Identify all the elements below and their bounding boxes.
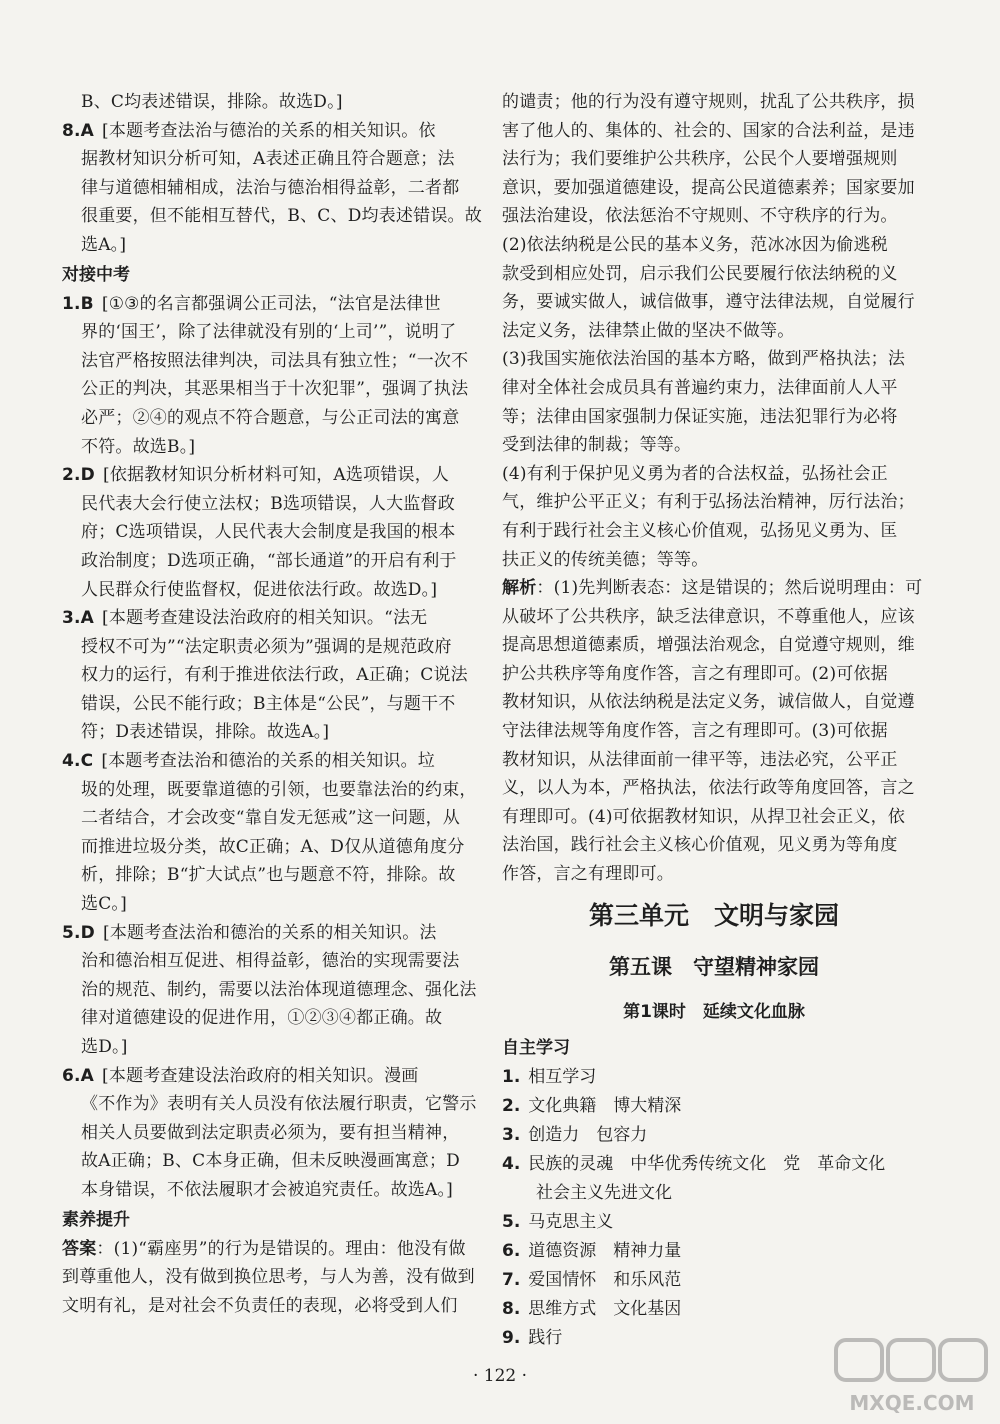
- answer-item-text: 马克思主义: [528, 1211, 614, 1232]
- p2-line-3: 法定义务，法律禁止做的坚决不做等。: [502, 320, 795, 341]
- analysis-text-0: ：(1)先判断表态：这是错误的；然后说明理由：可: [536, 578, 923, 599]
- q5-line-0: [62, 919, 484, 948]
- q6-line-0: [62, 1062, 484, 1091]
- answer-item: [502, 1295, 926, 1324]
- q3-line-2: 权力的运行，有利于推进依法行政，A正确；C说法: [81, 665, 468, 686]
- q8-line-1: 据教材知识分析可知，A表述正确且符合题意；法: [81, 149, 455, 170]
- answer-item-number: 7.: [502, 1269, 521, 1290]
- q8-line-3: 很重要，但不能相互替代，B、C、D均表述错误。故: [81, 206, 482, 227]
- answer-line-1: 到尊重他人，没有做到换位思考，与人为善，没有做到: [62, 1267, 475, 1288]
- q1-text-0: [①③的名言都强调公正司法，“法官是法律世: [101, 293, 441, 314]
- heading-suyang-tisheng: 素养提升: [62, 1209, 130, 1230]
- q2-line-4: 人民群众行使监督权，促进依法行政。故选D。]: [81, 579, 438, 600]
- section-zizhu-xuexi: 自主学习: [502, 1037, 570, 1058]
- analysis-line-10: 作答，言之有理即可。: [502, 864, 674, 885]
- q6-number: 6.A: [62, 1065, 95, 1086]
- q2-number: 2.D: [62, 465, 95, 486]
- analysis-line-0: [502, 574, 926, 603]
- answer-item-text: 创造力 包容力: [528, 1124, 648, 1145]
- p2-line-0: (2)依法纳税是公民的基本义务，范冰冰因为偷逃税: [502, 234, 888, 255]
- q1-number: 1.B: [62, 293, 94, 314]
- answer-item-text: 相互学习: [528, 1066, 597, 1087]
- analysis-line-9: 法治国，践行社会主义核心价值观，见义勇为等角度: [502, 835, 898, 856]
- q2-line-0: [62, 461, 484, 490]
- q6-line-1: 《不作为》表明有关人员没有依法履行职责，它警示: [81, 1094, 477, 1115]
- q3-number: 3.A: [62, 608, 95, 629]
- watermark-sub: MXQE.COM: [849, 1391, 975, 1415]
- q3-line-1: 授权不可为”“法定职责必须为”强调的是规范政府: [81, 636, 452, 657]
- answer-item: [502, 1121, 926, 1150]
- q3-line-4: 符；D表述错误，排除。故选A。]: [81, 722, 330, 743]
- answer-item-text: 爱国情怀 和乐风范: [528, 1269, 682, 1290]
- analysis-line-2: 提高思想道德素质，增强法治观念，自觉遵守规则，维: [502, 635, 915, 656]
- cont-line-1: 害了他人的、集体的、社会的、国家的合法利益，是违: [502, 120, 915, 141]
- q4-line-3: 而推进垃圾分类，故C正确；A、D仅从道德角度分: [81, 836, 465, 857]
- p2-line-1: 款受到相应处罚，启示我们公民要履行依法纳税的义: [502, 263, 898, 284]
- watermark-icon: [832, 1336, 992, 1416]
- period-title: 第1课时 延续文化血脉: [623, 1001, 805, 1022]
- q8-number: 8.A: [62, 120, 95, 141]
- answer-item-text: 思维方式 文化基因: [528, 1298, 682, 1319]
- answer-item-number: 3.: [502, 1124, 521, 1145]
- analysis-line-5: 守法律法规等角度作答，言之有理即可。(3)可依据: [502, 721, 888, 742]
- answer-item: [502, 1063, 926, 1092]
- cont-line-4: 强法治建设，依法惩治不守规则、不守秩序的行为。: [502, 206, 898, 227]
- p3-line-3: 受到法律的制裁；等等。: [502, 435, 692, 456]
- q3-text-0: [本题考查建设法治政府的相关知识。“法无: [102, 608, 428, 629]
- p3-line-1: 律对全体社会成员具有普遍约束力，法律面前人人平: [502, 377, 898, 398]
- right-column: [502, 88, 926, 1353]
- answer-label: 答案: [62, 1238, 97, 1259]
- answer-line-0: [62, 1235, 484, 1264]
- answer-item-text: 道德资源 精神力量: [528, 1240, 682, 1261]
- q8-line-0: [62, 117, 484, 146]
- q6-line-3: 故A正确；B、C本身正确，但未反映漫画寓意；D: [81, 1151, 461, 1172]
- answer-line-2: 文明有礼，是对社会不负责任的表现，必将受到人们: [62, 1295, 458, 1316]
- analysis-line-8: 有理即可。(4)可依据教材知识，从捍卫社会正义，依: [502, 806, 906, 827]
- q1-line-0: [62, 290, 484, 319]
- lesson-title: 第五课 守望精神家园: [609, 954, 819, 979]
- q1-line-1: 界的‘国王’，除了法律就没有别的‘上司’”，说明了: [81, 322, 457, 343]
- analysis-label: 解析: [502, 578, 537, 599]
- heading-duijie-zhongkao: 对接中考: [62, 264, 130, 285]
- q2-line-1: 民代表大会行使立法权；B选项错误，人大监督政: [81, 493, 455, 514]
- answer-item-number: 9.: [502, 1327, 521, 1348]
- q6-line-4: 本身错误，不依法履职才会被追究责任。故选A。]: [81, 1179, 454, 1200]
- answer-item-number: 8.: [502, 1298, 521, 1319]
- p4-line-0: (4)有利于保护见义勇为者的合法权益，弘扬社会正: [502, 463, 888, 484]
- q5-line-3: 律对道德建设的促进作用，①②③④都正确。故: [81, 1008, 443, 1029]
- q4-line-1: 圾的处理，既要靠道德的引领，也要靠法治的约束，: [81, 779, 477, 800]
- p4-line-2: 有利于践行社会主义核心价值观，弘扬见义勇为、匡: [502, 520, 898, 541]
- analysis-line-7: 义，以人为本，严格执法，依法行政等角度回答，言之: [502, 778, 915, 799]
- answer-item: [502, 1092, 926, 1121]
- answer-item-number: 5.: [502, 1211, 521, 1232]
- q2-line-3: 政治制度；D选项正确，“部长通道”的开启有利于: [81, 550, 457, 571]
- answer-item: [502, 1237, 926, 1266]
- answer-text-0: ：(1)“霸座男”的行为是错误的。理由：他没有做: [96, 1238, 466, 1259]
- q6-text-0: [本题考查建设法治政府的相关知识。漫画: [102, 1065, 419, 1086]
- p3-line-0: (3)我国实施依法治国的基本方略，做到严格执法；法: [502, 349, 906, 370]
- q6-line-2: 相关人员要做到法定职责必须为，要有担当精神，: [81, 1122, 460, 1143]
- answer-item-text: 社会主义先进文化: [536, 1182, 672, 1203]
- q3-line-0: [62, 604, 484, 633]
- cont-line-3: 意识，要加强道德建设，提高公民道德素养；国家要加: [502, 177, 915, 198]
- answer-item: [502, 1266, 926, 1295]
- q8-text-0: [本题考查法治与德治的关系的相关知识。依: [102, 120, 436, 141]
- q3-line-3: 错误，公民不能行政；B主体是“公民”，与题干不: [81, 693, 456, 714]
- cont-line-0: 的谴责；他的行为没有遵守规则，扰乱了公共秩序，损: [502, 92, 915, 112]
- q5-line-2: 治的规范、制约，需要以法治体现道德理念、强化法: [81, 979, 477, 1000]
- watermark-logo: [832, 1336, 992, 1416]
- answer-item-number: 2.: [502, 1095, 521, 1116]
- answer-item-text: 践行: [528, 1327, 563, 1348]
- q1-line-2: 法官严格按照法律判决，司法具有独立性；“一次不: [81, 350, 469, 371]
- p4-line-1: 气，维护公平正义；有利于弘扬法治精神，厉行法治；: [502, 492, 915, 513]
- page-number: · 122 ·: [472, 1366, 528, 1386]
- unit-title: 第三单元 文明与家园: [588, 900, 839, 930]
- q4-line-2: 二者结合，才会改变“靠自发无惩戒”这一问题，从: [81, 808, 460, 829]
- answer-item-text: 文化典籍 博大精深: [528, 1095, 682, 1116]
- p2-line-2: 务，要诚实做人，诚信做事，遵守法律法规，自觉履行: [502, 292, 915, 313]
- cont-line-2: 法行为；我们要维护公共秩序，公民个人要增强规则: [502, 149, 898, 170]
- q4-text-0: [本题考查法治和德治的关系的相关知识。垃: [101, 751, 436, 772]
- q7-tail: B、C均表述错误，排除。故选D。]: [81, 92, 343, 112]
- q4-number: 4.C: [62, 751, 94, 772]
- q8-line-2: 律与道德相辅相成，法治与德治相得益彰，二者都: [81, 177, 460, 198]
- analysis-line-3: 护公共秩序等角度作答，言之有理即可。(2)可依据: [502, 663, 888, 684]
- answer-item-text: 民族的灵魂 中华优秀传统文化 党 革命文化: [528, 1153, 886, 1174]
- p4-line-3: 扶正义的传统美德；等等。: [502, 549, 709, 570]
- q4-line-5: 选C。]: [81, 894, 127, 915]
- analysis-line-6: 教材知识，从法律面前一律平等，违法必究，公平正: [502, 749, 898, 770]
- analysis-line-4: 教材知识，从依法纳税是法定义务，诚信做人，自觉遵: [502, 692, 915, 713]
- q5-line-1: 治和德治相互促进、相得益彰，德治的实现需要法: [81, 951, 460, 972]
- q1-line-4: 必严；②④的观点不符合题意，与公正司法的寓意: [81, 407, 460, 428]
- answer-item-number: 6.: [502, 1240, 521, 1261]
- answer-item-number: 1.: [502, 1066, 521, 1087]
- q5-number: 5.D: [62, 922, 95, 943]
- answer-item: [502, 1150, 926, 1179]
- answer-item-number: 4.: [502, 1153, 521, 1174]
- q1-line-3: 公正的判决，其恶果相当于十次犯罪”，强调了执法: [81, 379, 469, 400]
- q5-line-4: 选D。]: [81, 1037, 128, 1057]
- q4-line-0: [62, 747, 484, 776]
- p3-line-2: 等；法律由国家强制力保证实施，违法犯罪行为必将: [502, 406, 898, 427]
- q5-text-0: [本题考查法治和德治的关系的相关知识。法: [103, 922, 437, 943]
- q1-line-5: 不符。故选B。]: [81, 436, 196, 457]
- q4-line-4: 析，排除；B“扩大试点”也与题意不符，排除。故: [81, 865, 456, 886]
- q2-line-2: 府；C选项错误，人民代表大会制度是我国的根本: [81, 522, 456, 543]
- answer-item: [502, 1208, 926, 1237]
- analysis-line-1: 从破坏了公共秩序，缺乏法律意识，不尊重他人，应该: [502, 606, 915, 627]
- answer-item: [502, 1179, 926, 1208]
- left-column: [62, 88, 484, 1320]
- q2-text-0: [依据教材知识分析材料可知，A选项错误，人: [103, 465, 450, 486]
- q8-line-4: 选A。]: [81, 234, 127, 255]
